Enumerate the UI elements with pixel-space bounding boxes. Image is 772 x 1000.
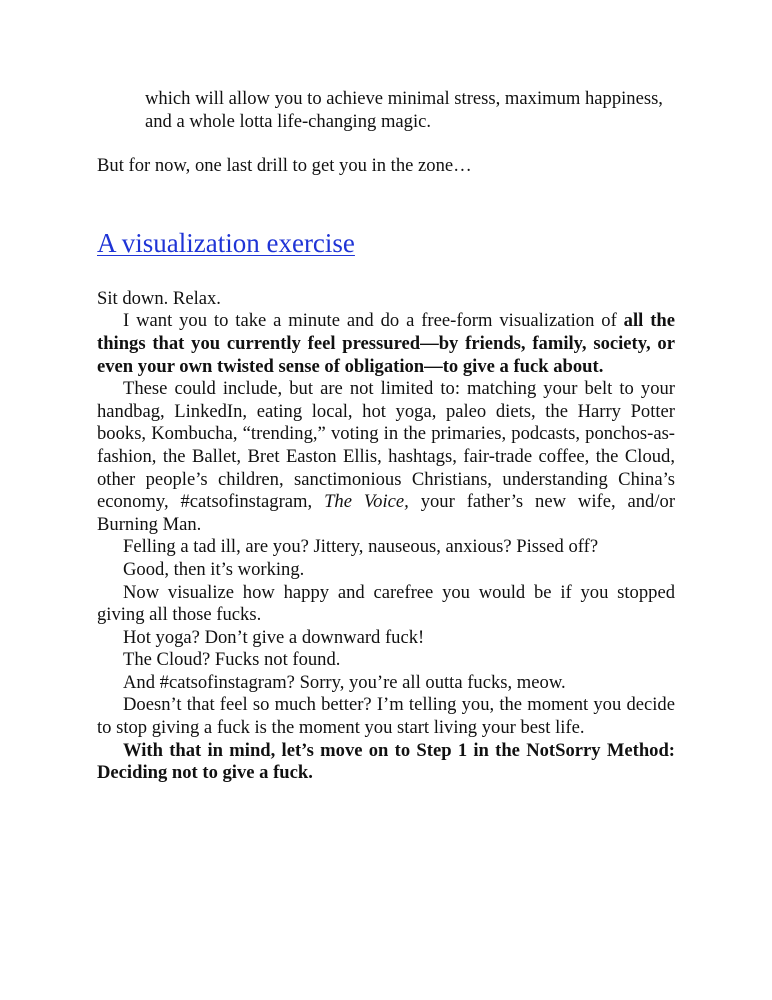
paragraph-2-text: I want you to take a minute and do a free-form visualization of [123,310,624,332]
paragraph-3-text: These could include, but are not limited to: matching your belt to your handbag, LinkedIn, eating local, hot yoga, paleo diets, the Harry Potter books, Kombucha, “trending,” voting in the primaries, podcasts, ponchos-as-fashion, the Ballet, Bret Easton Ellis, hashtags, fair-trade coffee, the Cloud, other people’s children, sanctimonious Christians, understanding China’s economy, #catsofinstagram, [97,378,675,513]
paragraph-4: Felling a tad ill, are you? Jittery, nauseous, anxious? Pissed off? [123,536,599,558]
paragraph-1: Sit down. Relax. [97,287,221,309]
paragraph-11-bold: With that in mind, let’s move on to Step 1 in the NotSorry Method: Deciding not to give a fuck. [97,739,675,784]
paragraph-8: The Cloud? Fucks not found. [123,649,341,671]
section-heading-link[interactable]: A visualization exercise [97,227,355,258]
paragraph-11 [97,740,675,785]
intro-continuation: which will allow you to achieve minimal stress, maximum happiness, and a whole lotta life-changing magic. [145,88,663,132]
section-heading [97,226,675,260]
paragraph-7: Hot yoga? Don’t give a downward fuck! [123,626,425,648]
paragraph-3-italic: The Voice, [324,491,409,513]
paragraph-5: Good, then it’s working. [123,558,305,580]
paragraph-9: And #catsofinstagram? Sorry, you’re all outta fucks, meow. [123,671,566,693]
paragraph-3-end: your father’s new wife, and/or Burning Man. [97,491,676,535]
paragraph-3 [97,378,675,536]
paragraph-10: Doesn’t that feel so much better? I’m telling you, the moment you decide to stop giving a fuck is the moment you start living your best life. [97,694,675,739]
paragraph-6: Now visualize how happy and carefree you would be if you stopped giving all those fucks. [97,581,675,626]
paragraph-2-bold: all the things that you currently feel pressured—by friends, family, society, or even your own twisted sense of obligation—to give a fuck about. [97,310,675,377]
document-page [97,88,675,785]
intro-lead: But for now, one last drill to get you in the zone… [97,155,472,177]
paragraph-2 [97,310,675,378]
